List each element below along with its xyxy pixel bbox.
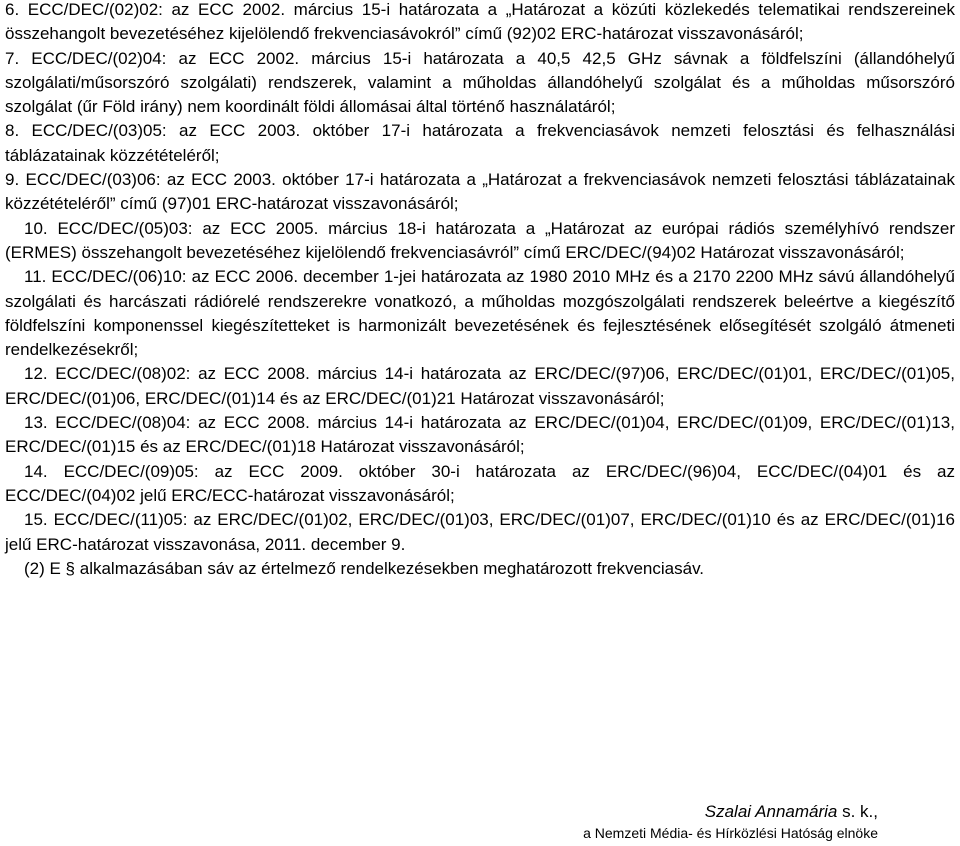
list-item: 14. ECC/DEC/(09)05: az ECC 2009. október 30-i határozata az ERC/DEC/(96)04, ECC/DEC/(04)01 és az ECC/DEC/(04)02 jelű ERC/ECC-határozat visszavonásáról; [5,461,955,505]
list-item: 6. ECC/DEC/(02)02: az ECC 2002. március 15-i határozata a „Határozat a közúti közlekedés telematikai rendszereinek összehangolt bevezetéséhez kijelölendő frekvenciasávokról” című (92)02 ERC-határozat visszavonásáról; [5,0,955,44]
list-item: 9. ECC/DEC/(03)06: az ECC 2003. október 17-i határozata a „Határozat a frekvenciasávok nemzeti felosztási táblázatainak közzétételéről” című (97)01 ERC-határozat visszavonásáról; [5,170,955,214]
signatory-title: a Nemzeti Média- és Hírközlési Hatóság elnöke [583,825,878,841]
list-item: 7. ECC/DEC/(02)04: az ECC 2002. március 15-i határozata a 40,5 42,5 GHz sávnak a földfelszíni (állandóhelyű szolgálati/műsorszóró szolgálati) rendszerek, valamint a műholdas állandóhelyű szolgálat és a műholdas műsorszóró szolgálat (űr Föld irány) nem koordinált földi állomásai által történő használatáról; [5,48,955,117]
list-item: 12. ECC/DEC/(08)02: az ECC 2008. március 14-i határozata az ERC/DEC/(97)06, ERC/DEC/(01)01, ERC/DEC/(01)05, ERC/DEC/(01)06, ERC/DEC/(01)14 és az ERC/DEC/(01)21 Határozat visszavonásáról; [5,364,955,408]
list-item: 11. ECC/DEC/(06)10: az ECC 2006. december 1-jei határozata az 1980 2010 MHz és a 2170 2200 MHz sávú állandóhelyű szolgálati és harcászati rádiórelé rendszerekre vonatkozó, a műholdas mozgószolgálati rendszerek beleértve a kiegészítő földfelszíni komponenssel kiegészítetteket is harmonizált bevezetésének és fejlesztésének elősegítését szolgáló átmeneti rendelkezésekről; [5,267,955,360]
signature-block [705,800,878,824]
paragraph-2: (2) E § alkalmazásában sáv az értelmező rendelkezésekben meghatározott frekvenciasáv. [24,558,705,578]
list-item: 10. ECC/DEC/(05)03: az ECC 2005. március 18-i határozata a „Határozat az európai rádiós személyhívó rendszer (ERMES) összehangolt bevezetéséhez kijelölendő frekvenciasávról” című ERC/DEC/(94)02 Határozat visszavonásáról; [5,218,955,262]
list-item: 13. ECC/DEC/(08)04: az ECC 2008. március 14-i határozata az ERC/DEC/(01)04, ERC/DEC/(01)09, ERC/DEC/(01)13, ERC/DEC/(01)15 és az ERC/DEC/(01)18 Határozat visszavonásáról; [5,413,955,457]
list-item: 15. ECC/DEC/(11)05: az ERC/DEC/(01)02, ERC/DEC/(01)03, ERC/DEC/(01)07, ERC/DEC/(01)10 és az ERC/DEC/(01)16 jelű ERC-határozat visszavonása, 2011. december 9. [5,510,955,554]
list-item: 8. ECC/DEC/(03)05: az ECC 2003. október 17-i határozata a frekvenciasávok nemzeti felosztási és felhasználási táblázatainak közzétételéről; [5,121,955,165]
signatory-name: Szalai Annamária [704,802,838,821]
signatory-suffix: s. k., [837,802,878,821]
document-body [5,0,955,581]
